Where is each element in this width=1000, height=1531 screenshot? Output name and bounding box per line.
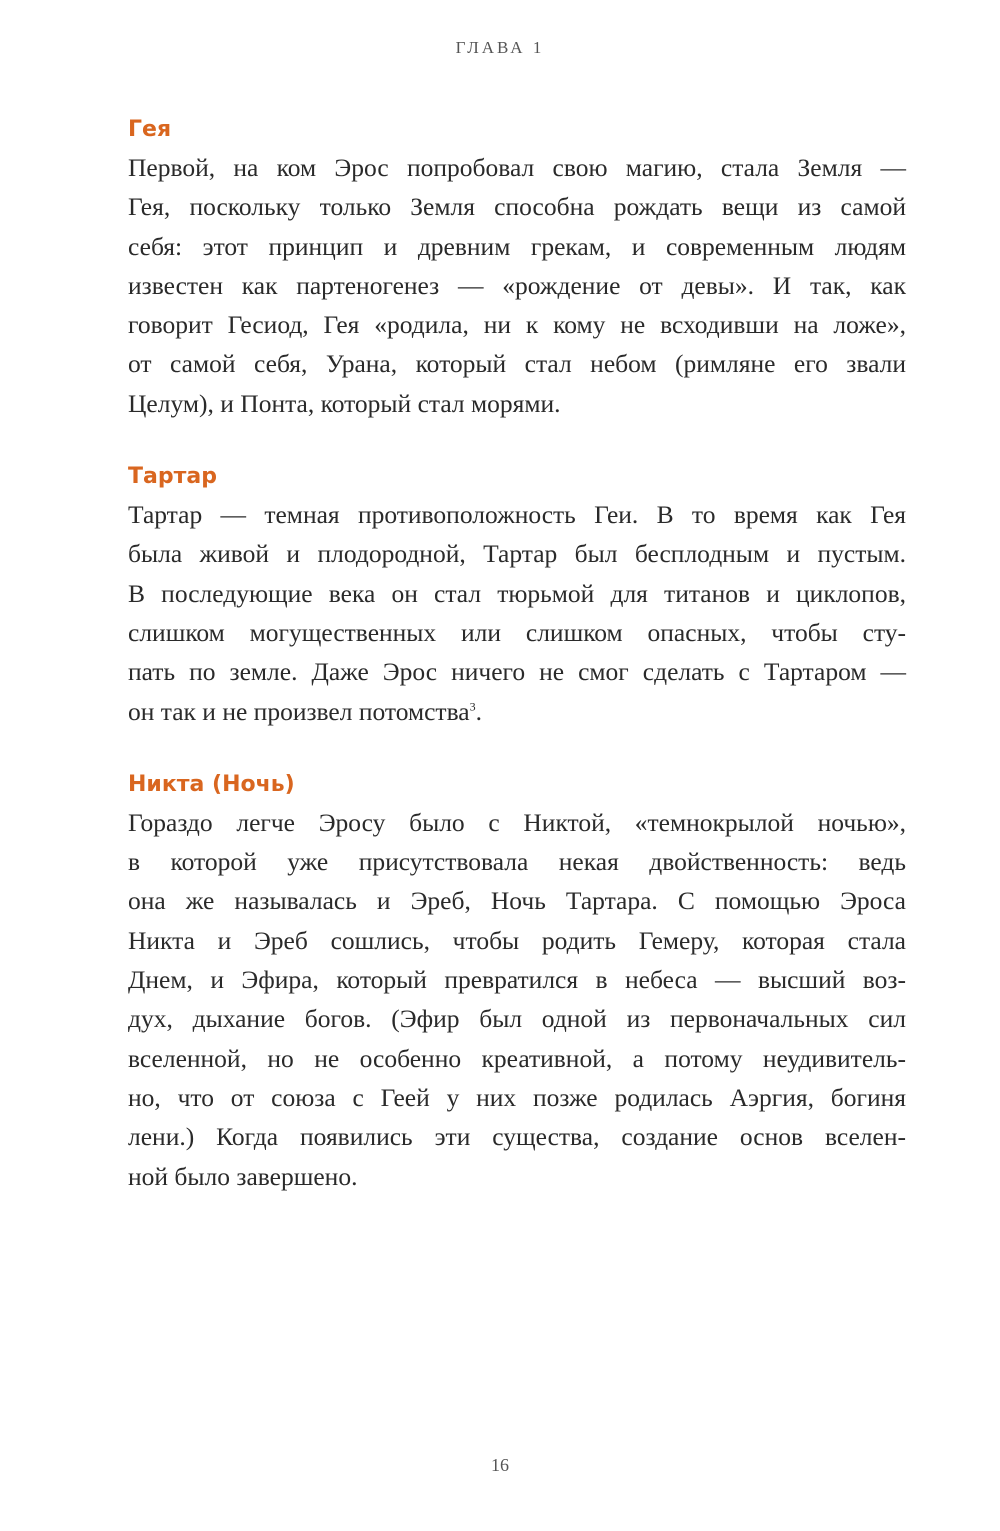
page-number: 16 xyxy=(491,1455,509,1475)
section-nyx xyxy=(128,767,906,1196)
text-line: В последующие века он стал тюрьмой для титанов и циклопов, xyxy=(128,578,906,608)
section-gaia xyxy=(128,112,906,423)
text-line: Днем, и Эфира, который превратился в небеса — высший воз- xyxy=(128,965,906,995)
text-line: в которой уже присутствовала некая двойственность: ведь xyxy=(128,847,906,877)
section-body-gaia xyxy=(128,148,906,423)
text-line: дух, дыхание богов. (Эфир был одной из первоначальных сил xyxy=(128,1004,906,1034)
text-line: пать по земле. Даже Эрос ничего не смог сделать с Тартаром — xyxy=(128,657,906,687)
text-line: Целум), и Понта, который стал морями. xyxy=(128,388,561,418)
text-line: лени.) Когда появились эти существа, создание основ вселен- xyxy=(128,1122,906,1152)
sentence-end: . xyxy=(475,696,482,726)
text-line: была живой и плодородной, Тартар был бесплодным и пустым. xyxy=(128,539,906,569)
section-heading-nyx: Никта (Ночь) xyxy=(128,771,295,797)
page-body xyxy=(128,112,906,1232)
section-body-nyx xyxy=(128,803,906,1196)
text-line: она же называлась и Эреб, Ночь Тартара. С помощью Эроса xyxy=(128,886,906,916)
section-heading-gaia: Гея xyxy=(128,117,172,142)
text-line: ной было завершено. xyxy=(128,1161,358,1191)
text-line-with-footnote xyxy=(128,692,906,731)
text-line: известен как партеногенез — «рождение от девы». И так, как xyxy=(128,270,906,300)
text-line: Гораздо легче Эросу было с Никтой, «темнокрылой ночью», xyxy=(128,807,906,837)
text-line: говорит Гесиод, Гея «родила, ни к кому не всходивши на ложе», xyxy=(128,310,906,340)
text-line: он так и не произвел потомства xyxy=(128,696,470,726)
section-heading-tartarus: Тартар xyxy=(128,464,217,490)
text-line: Гея, поскольку только Земля способна рождать вещи из самой xyxy=(128,192,906,222)
text-line: слишком могущественных или слишком опасных, чтобы сту- xyxy=(128,617,906,647)
text-line: Первой, на ком Эрос попробовал свою магию, стала Земля — xyxy=(128,153,906,182)
text-line: себя: этот принцип и древним грекам, и современным людям xyxy=(128,231,906,261)
section-tartarus xyxy=(128,459,906,731)
text-line: но, что от союза с Геей у них позже родилась Аэргия, богиня xyxy=(128,1082,906,1112)
text-line: Тартар — темная противоположность Геи. В то время как Гея xyxy=(128,500,906,530)
text-line: от самой себя, Урана, который стал небом (римляне его звали xyxy=(128,349,906,379)
text-line: вселенной, но не особенно креативной, а потому неудивитель- xyxy=(128,1043,906,1073)
footnote-reference[interactable]: 3 xyxy=(469,699,476,714)
section-body-tartarus xyxy=(128,495,906,731)
running-head: ГЛАВА 1 xyxy=(455,38,545,57)
text-line: Никта и Эреб сошлись, чтобы родить Гемеру, которая стала xyxy=(128,925,906,955)
